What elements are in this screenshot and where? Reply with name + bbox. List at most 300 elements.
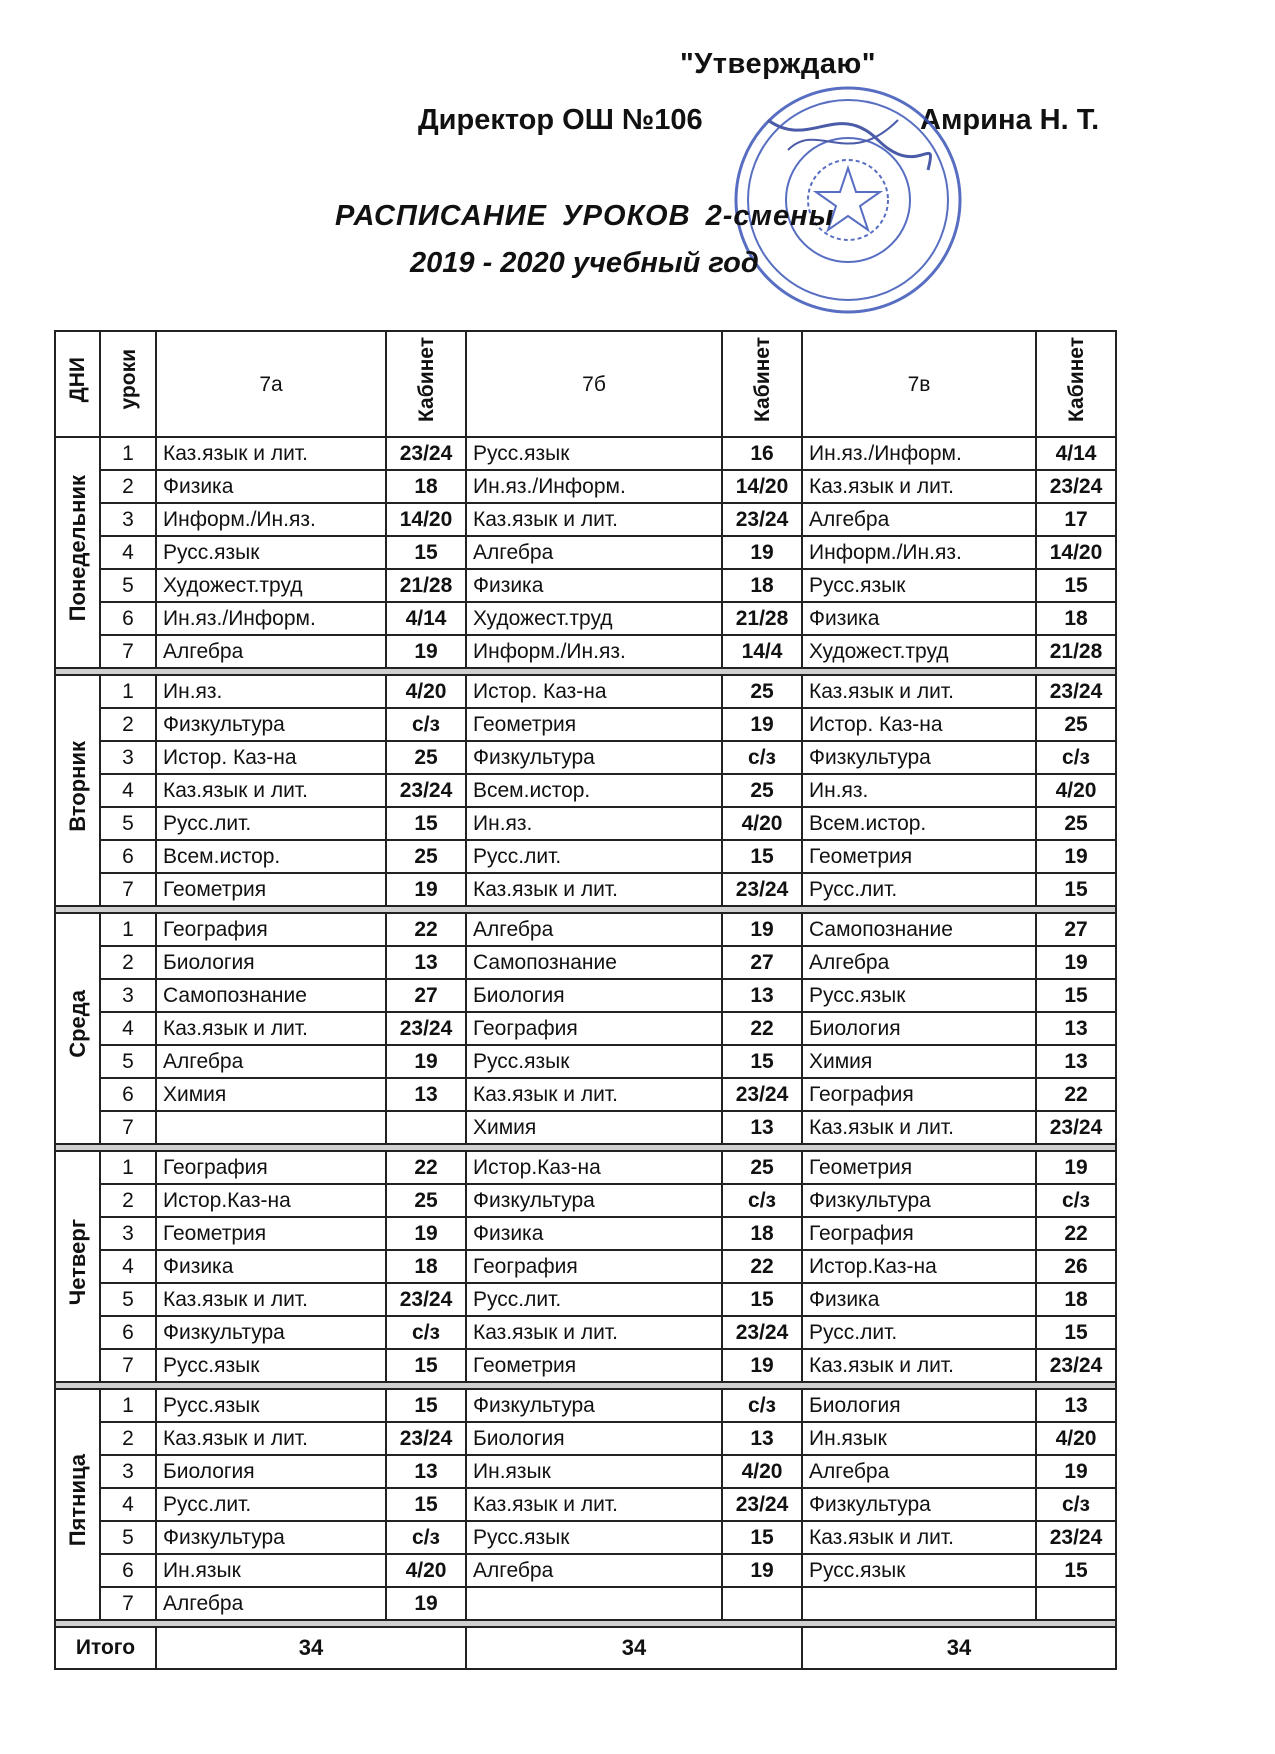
room-7a: 13 — [386, 1455, 466, 1488]
lesson-number: 4 — [100, 1488, 156, 1521]
table-row — [55, 1422, 1116, 1455]
room-7b: 23/24 — [722, 1078, 802, 1111]
lesson-number: 4 — [100, 1012, 156, 1045]
table-row — [55, 1217, 1116, 1250]
room-7b — [722, 1587, 802, 1620]
table-row — [55, 1521, 1116, 1554]
subject-7a: Художест.труд — [156, 569, 386, 602]
lesson-number: 7 — [100, 635, 156, 668]
room-7v: 22 — [1036, 1078, 1116, 1111]
room-7v: 4/14 — [1036, 437, 1116, 470]
subject-7a: Самопознание — [156, 979, 386, 1012]
subject-7a: Русс.лит. — [156, 807, 386, 840]
room-7v: 4/20 — [1036, 774, 1116, 807]
subject-7a: Русс.язык — [156, 536, 386, 569]
subject-7b: Каз.язык и лит. — [466, 1488, 722, 1521]
table-row — [55, 708, 1116, 741]
table-row — [55, 536, 1116, 569]
room-7v: 23/24 — [1036, 470, 1116, 503]
table-row — [55, 741, 1116, 774]
lesson-number: 1 — [100, 675, 156, 708]
col-header-lessons: уроки — [100, 331, 156, 437]
schedule-table — [54, 330, 1117, 1670]
total-label: Итого — [55, 1627, 156, 1669]
subject-7b: Химия — [466, 1111, 722, 1144]
subject-7a: Биология — [156, 1455, 386, 1488]
subject-7a: Информ./Ин.яз. — [156, 503, 386, 536]
subject-7v: Русс.язык — [802, 979, 1036, 1012]
subject-7v: Русс.язык — [802, 1554, 1036, 1587]
room-7b: 4/20 — [722, 1455, 802, 1488]
lesson-number: 3 — [100, 741, 156, 774]
room-7b: 18 — [722, 569, 802, 602]
room-7v: 15 — [1036, 979, 1116, 1012]
total-7a: 34 — [156, 1627, 466, 1669]
room-7a: 15 — [386, 1488, 466, 1521]
subject-7a: Физкультура — [156, 1316, 386, 1349]
subject-7b: Ин.яз./Информ. — [466, 470, 722, 503]
subject-7a: Ин.яз./Информ. — [156, 602, 386, 635]
day-separator — [55, 1620, 1116, 1627]
lesson-number: 6 — [100, 1316, 156, 1349]
subject-7b: Физика — [466, 1217, 722, 1250]
subject-7v: Ин.яз./Информ. — [802, 437, 1036, 470]
day-label: Вторник — [55, 675, 100, 906]
day-label: Среда — [55, 913, 100, 1144]
room-7v: 19 — [1036, 1455, 1116, 1488]
subject-7b: Алгебра — [466, 1554, 722, 1587]
room-7v: 13 — [1036, 1012, 1116, 1045]
subject-7a: Физика — [156, 470, 386, 503]
subject-7b: Ин.яз. — [466, 807, 722, 840]
total-row — [55, 1627, 1116, 1669]
subject-7b: Истор.Каз-на — [466, 1151, 722, 1184]
subject-7v: Физика — [802, 602, 1036, 635]
lesson-number: 3 — [100, 503, 156, 536]
subject-7v: Алгебра — [802, 503, 1036, 536]
room-7a: 21/28 — [386, 569, 466, 602]
table-row — [55, 807, 1116, 840]
room-7a: 15 — [386, 1389, 466, 1422]
subject-7a — [156, 1111, 386, 1144]
room-7v: 14/20 — [1036, 536, 1116, 569]
subject-7v: Каз.язык и лит. — [802, 1349, 1036, 1382]
separator-cell — [55, 1144, 1116, 1151]
room-7a: 27 — [386, 979, 466, 1012]
subject-7b: Русс.язык — [466, 1045, 722, 1078]
table-row — [55, 774, 1116, 807]
subject-7b: Геометрия — [466, 1349, 722, 1382]
subject-7b: Физкультура — [466, 1184, 722, 1217]
subject-7v — [802, 1587, 1036, 1620]
table-row — [55, 913, 1116, 946]
room-7b: 13 — [722, 1111, 802, 1144]
subject-7v: Физкультура — [802, 1488, 1036, 1521]
table-row — [55, 1078, 1116, 1111]
room-7b: 25 — [722, 675, 802, 708]
room-7v: 23/24 — [1036, 1111, 1116, 1144]
table-row — [55, 1111, 1116, 1144]
room-7v: 13 — [1036, 1389, 1116, 1422]
room-7b: с/з — [722, 1184, 802, 1217]
room-7b: 18 — [722, 1217, 802, 1250]
table-row — [55, 1151, 1116, 1184]
subject-7b: Геометрия — [466, 708, 722, 741]
table-row — [55, 840, 1116, 873]
subject-7v: Русс.язык — [802, 569, 1036, 602]
subject-7b: Каз.язык и лит. — [466, 873, 722, 906]
day-separator — [55, 906, 1116, 913]
day-separator — [55, 1144, 1116, 1151]
subject-7b: Русс.лит. — [466, 1283, 722, 1316]
lesson-number: 2 — [100, 470, 156, 503]
room-7b: 14/20 — [722, 470, 802, 503]
lesson-number: 5 — [100, 807, 156, 840]
lesson-number: 3 — [100, 1455, 156, 1488]
separator-cell — [55, 1620, 1116, 1627]
subject-7a: Физкультура — [156, 708, 386, 741]
subject-7a: Ин.язык — [156, 1554, 386, 1587]
room-7v: с/з — [1036, 741, 1116, 774]
header-row — [55, 331, 1116, 437]
subject-7v: Истор.Каз-на — [802, 1250, 1036, 1283]
subject-7a: Физика — [156, 1250, 386, 1283]
room-7a: 19 — [386, 635, 466, 668]
room-7b: 16 — [722, 437, 802, 470]
page-subtitle: 2019 - 2020 учебный год — [410, 247, 759, 279]
table-row — [55, 1045, 1116, 1078]
room-7a — [386, 1111, 466, 1144]
separator-cell — [55, 1382, 1116, 1389]
table-row — [55, 569, 1116, 602]
room-7b: 27 — [722, 946, 802, 979]
lesson-number: 2 — [100, 708, 156, 741]
subject-7v: Каз.язык и лит. — [802, 470, 1036, 503]
subject-7v: Биология — [802, 1012, 1036, 1045]
room-7a: 18 — [386, 470, 466, 503]
room-7a: 4/20 — [386, 675, 466, 708]
room-7b: 25 — [722, 774, 802, 807]
lesson-number: 1 — [100, 437, 156, 470]
room-7a: 19 — [386, 873, 466, 906]
schedule-body — [55, 437, 1116, 1627]
room-7a: 18 — [386, 1250, 466, 1283]
subject-7v: Физика — [802, 1283, 1036, 1316]
room-7a: 23/24 — [386, 774, 466, 807]
subject-7a: Каз.язык и лит. — [156, 1422, 386, 1455]
room-7b: 14/4 — [722, 635, 802, 668]
separator-cell — [55, 668, 1116, 675]
room-7v: 15 — [1036, 569, 1116, 602]
subject-7a: Химия — [156, 1078, 386, 1111]
subject-7a: Геометрия — [156, 1217, 386, 1250]
lesson-number: 7 — [100, 1111, 156, 1144]
subject-7a: Русс.язык — [156, 1349, 386, 1382]
lesson-number: 6 — [100, 1078, 156, 1111]
table-row — [55, 1250, 1116, 1283]
room-7v: 15 — [1036, 873, 1116, 906]
room-7b: 19 — [722, 1349, 802, 1382]
subject-7b: Каз.язык и лит. — [466, 503, 722, 536]
table-row — [55, 1488, 1116, 1521]
room-7v: 18 — [1036, 1283, 1116, 1316]
subject-7a: Русс.язык — [156, 1389, 386, 1422]
subject-7v: Художест.труд — [802, 635, 1036, 668]
table-row — [55, 675, 1116, 708]
room-7a: 25 — [386, 741, 466, 774]
table-row — [55, 1184, 1116, 1217]
lesson-number: 4 — [100, 536, 156, 569]
subject-7v: Всем.истор. — [802, 807, 1036, 840]
room-7v: с/з — [1036, 1488, 1116, 1521]
room-7b: 23/24 — [722, 1316, 802, 1349]
lesson-number: 3 — [100, 1217, 156, 1250]
room-7a: с/з — [386, 1521, 466, 1554]
director-label: Директор ОШ №106 — [418, 104, 703, 136]
room-7v: 23/24 — [1036, 675, 1116, 708]
subject-7v: Геометрия — [802, 1151, 1036, 1184]
room-7v: 22 — [1036, 1217, 1116, 1250]
lesson-number: 5 — [100, 569, 156, 602]
subject-7a: Истор.Каз-на — [156, 1184, 386, 1217]
subject-7b: Художест.труд — [466, 602, 722, 635]
subject-7v: Самопознание — [802, 913, 1036, 946]
room-7b: 23/24 — [722, 503, 802, 536]
signer-name: Амрина Н. Т. — [920, 104, 1100, 136]
lesson-number: 6 — [100, 602, 156, 635]
table-row — [55, 1316, 1116, 1349]
room-7a: с/з — [386, 708, 466, 741]
table-row — [55, 979, 1116, 1012]
subject-7b — [466, 1587, 722, 1620]
total-7v: 34 — [802, 1627, 1116, 1669]
day-separator — [55, 1382, 1116, 1389]
col-header-7a: 7а — [156, 331, 386, 437]
subject-7v: Физкультура — [802, 1184, 1036, 1217]
room-7v: 25 — [1036, 807, 1116, 840]
lesson-number: 5 — [100, 1283, 156, 1316]
room-7a: 23/24 — [386, 437, 466, 470]
room-7a: 15 — [386, 1349, 466, 1382]
room-7b: 13 — [722, 1422, 802, 1455]
room-7a: 19 — [386, 1587, 466, 1620]
total-7b: 34 — [466, 1627, 802, 1669]
room-7b: 15 — [722, 1521, 802, 1554]
subject-7v: Истор. Каз-на — [802, 708, 1036, 741]
room-7v: 26 — [1036, 1250, 1116, 1283]
room-7a: 13 — [386, 946, 466, 979]
subject-7a: Каз.язык и лит. — [156, 1283, 386, 1316]
subject-7b: Каз.язык и лит. — [466, 1078, 722, 1111]
table-row — [55, 1283, 1116, 1316]
day-label: Пятница — [55, 1389, 100, 1620]
room-7b: 19 — [722, 913, 802, 946]
room-7b: 23/24 — [722, 1488, 802, 1521]
table-row — [55, 503, 1116, 536]
day-label: Понедельник — [55, 437, 100, 668]
subject-7v: Информ./Ин.яз. — [802, 536, 1036, 569]
subject-7v: Русс.лит. — [802, 1316, 1036, 1349]
subject-7b: Алгебра — [466, 913, 722, 946]
room-7b: 21/28 — [722, 602, 802, 635]
subject-7v: Геометрия — [802, 840, 1036, 873]
room-7a: 22 — [386, 1151, 466, 1184]
lesson-number: 2 — [100, 1422, 156, 1455]
room-7v: 25 — [1036, 708, 1116, 741]
subject-7b: Русс.лит. — [466, 840, 722, 873]
room-7v: 18 — [1036, 602, 1116, 635]
lesson-number: 6 — [100, 840, 156, 873]
room-7b: 19 — [722, 1554, 802, 1587]
subject-7a: География — [156, 913, 386, 946]
subject-7b: Русс.язык — [466, 1521, 722, 1554]
lesson-number: 6 — [100, 1554, 156, 1587]
subject-7b: Самопознание — [466, 946, 722, 979]
page-title: РАСПИСАНИЕ УРОКОВ 2-смены — [335, 200, 835, 232]
subject-7a: Геометрия — [156, 873, 386, 906]
room-7b: 15 — [722, 1045, 802, 1078]
subject-7a: Всем.истор. — [156, 840, 386, 873]
room-7b: 4/20 — [722, 807, 802, 840]
room-7a: 13 — [386, 1078, 466, 1111]
subject-7b: Биология — [466, 979, 722, 1012]
col-header-room-7v: Кабинет — [1036, 331, 1116, 437]
subject-7b: Физика — [466, 569, 722, 602]
lesson-number: 3 — [100, 979, 156, 1012]
subject-7v: Алгебра — [802, 1455, 1036, 1488]
room-7b: 19 — [722, 708, 802, 741]
col-header-room-7a: Кабинет — [386, 331, 466, 437]
subject-7v: Физкультура — [802, 741, 1036, 774]
lesson-number: 7 — [100, 1349, 156, 1382]
room-7a: 15 — [386, 536, 466, 569]
subject-7v: Алгебра — [802, 946, 1036, 979]
lesson-number: 1 — [100, 1389, 156, 1422]
table-row — [55, 1554, 1116, 1587]
subject-7b: Каз.язык и лит. — [466, 1316, 722, 1349]
col-header-room-7b: Кабинет — [722, 331, 802, 437]
room-7v: 23/24 — [1036, 1521, 1116, 1554]
lesson-number: 1 — [100, 1151, 156, 1184]
room-7b: 22 — [722, 1250, 802, 1283]
subject-7b: Истор. Каз-на — [466, 675, 722, 708]
subject-7a: Физкультура — [156, 1521, 386, 1554]
day-label: Четверг — [55, 1151, 100, 1382]
subject-7b: Биология — [466, 1422, 722, 1455]
room-7a: 23/24 — [386, 1422, 466, 1455]
room-7v: 19 — [1036, 1151, 1116, 1184]
lesson-number: 2 — [100, 946, 156, 979]
table-row — [55, 470, 1116, 503]
lesson-number: 7 — [100, 1587, 156, 1620]
subject-7b: Физкультура — [466, 741, 722, 774]
subject-7b: Физкультура — [466, 1389, 722, 1422]
room-7a: 15 — [386, 807, 466, 840]
room-7v: 27 — [1036, 913, 1116, 946]
table-row — [55, 946, 1116, 979]
subject-7a: Алгебра — [156, 635, 386, 668]
subject-7a: Алгебра — [156, 1587, 386, 1620]
lesson-number: 1 — [100, 913, 156, 946]
table-row — [55, 873, 1116, 906]
subject-7v: География — [802, 1217, 1036, 1250]
table-row — [55, 1012, 1116, 1045]
col-header-7v: 7в — [802, 331, 1036, 437]
lesson-number: 5 — [100, 1045, 156, 1078]
room-7a: 23/24 — [386, 1012, 466, 1045]
subject-7b: География — [466, 1012, 722, 1045]
table-row — [55, 437, 1116, 470]
room-7b: 19 — [722, 536, 802, 569]
subject-7a: Алгебра — [156, 1045, 386, 1078]
table-row — [55, 1587, 1116, 1620]
room-7v: 19 — [1036, 840, 1116, 873]
table-row — [55, 635, 1116, 668]
room-7v: 19 — [1036, 946, 1116, 979]
room-7b: 22 — [722, 1012, 802, 1045]
table-row — [55, 1389, 1116, 1422]
subject-7v: География — [802, 1078, 1036, 1111]
room-7b: 25 — [722, 1151, 802, 1184]
room-7a: 19 — [386, 1217, 466, 1250]
room-7v — [1036, 1587, 1116, 1620]
lesson-number: 4 — [100, 774, 156, 807]
subject-7b: Информ./Ин.яз. — [466, 635, 722, 668]
room-7v: 17 — [1036, 503, 1116, 536]
subject-7v: Ин.язык — [802, 1422, 1036, 1455]
room-7b: 23/24 — [722, 873, 802, 906]
subject-7v: Каз.язык и лит. — [802, 1521, 1036, 1554]
subject-7a: Русс.лит. — [156, 1488, 386, 1521]
room-7a: с/з — [386, 1316, 466, 1349]
subject-7v: Каз.язык и лит. — [802, 1111, 1036, 1144]
subject-7a: Каз.язык и лит. — [156, 1012, 386, 1045]
subject-7b: География — [466, 1250, 722, 1283]
room-7v: 15 — [1036, 1554, 1116, 1587]
subject-7a: Ин.яз. — [156, 675, 386, 708]
table-row — [55, 1349, 1116, 1382]
subject-7b: Ин.язык — [466, 1455, 722, 1488]
lesson-number: 5 — [100, 1521, 156, 1554]
room-7v: 4/20 — [1036, 1422, 1116, 1455]
subject-7a: География — [156, 1151, 386, 1184]
subject-7a: Каз.язык и лит. — [156, 774, 386, 807]
subject-7b: Всем.истор. — [466, 774, 722, 807]
subject-7a: Каз.язык и лит. — [156, 437, 386, 470]
room-7b: 15 — [722, 840, 802, 873]
room-7a: 4/14 — [386, 602, 466, 635]
room-7a: 4/20 — [386, 1554, 466, 1587]
col-header-7b: 7б — [466, 331, 722, 437]
approval-label: "Утверждаю" — [680, 48, 877, 80]
room-7v: с/з — [1036, 1184, 1116, 1217]
room-7a: 25 — [386, 1184, 466, 1217]
table-row — [55, 1455, 1116, 1488]
room-7a: 22 — [386, 913, 466, 946]
lesson-number: 7 — [100, 873, 156, 906]
room-7a: 23/24 — [386, 1283, 466, 1316]
room-7v: 21/28 — [1036, 635, 1116, 668]
day-separator — [55, 668, 1116, 675]
subject-7v: Ин.яз. — [802, 774, 1036, 807]
subject-7b: Алгебра — [466, 536, 722, 569]
room-7b: 13 — [722, 979, 802, 1012]
separator-cell — [55, 906, 1116, 913]
room-7v: 15 — [1036, 1316, 1116, 1349]
lesson-number: 2 — [100, 1184, 156, 1217]
room-7a: 19 — [386, 1045, 466, 1078]
room-7b: с/з — [722, 741, 802, 774]
